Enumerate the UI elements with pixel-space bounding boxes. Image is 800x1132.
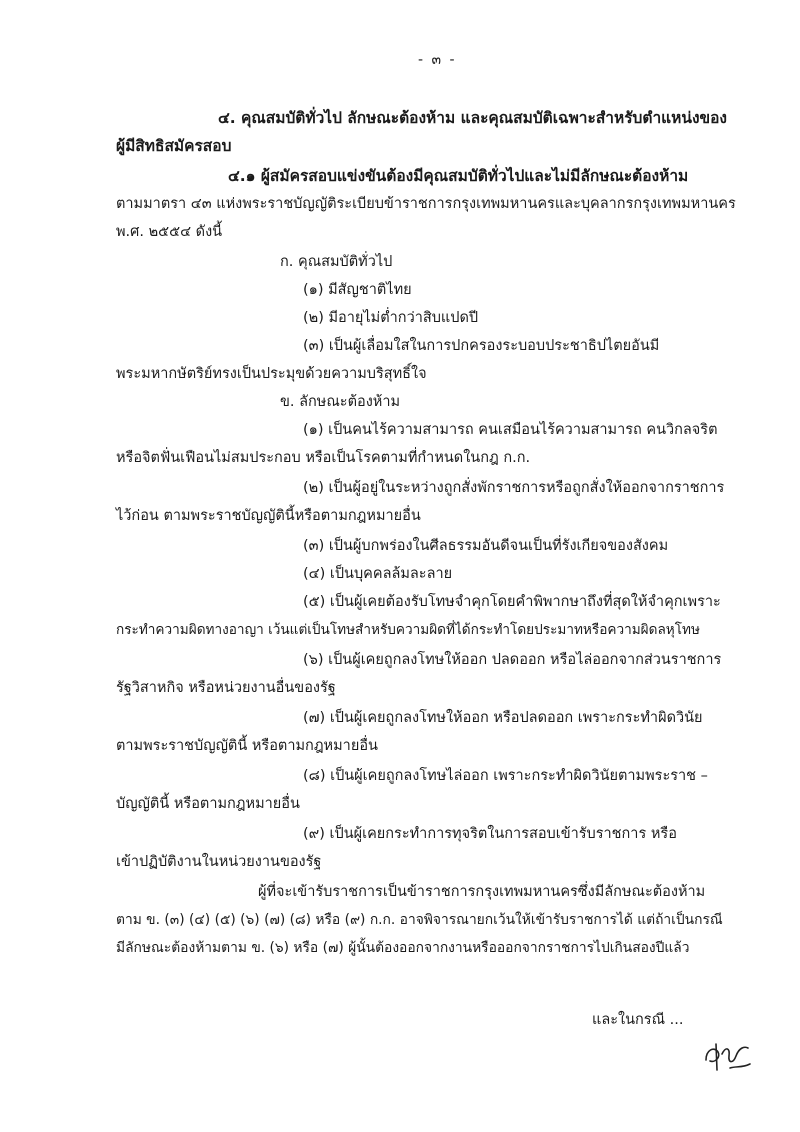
prohibited-title: ข. ลักษณะต้องห้าม: [280, 394, 401, 410]
page-number: - ๓ -: [418, 52, 457, 68]
prohibited-item-8-line2: บัญญัตินี้ หรือตามกฎหมายอื่น: [116, 796, 300, 812]
prohibited-item-7-line1: (๗) เป็นผู้เคยถูกลงโทษให้ออก หรือปลดออก เพราะกระทำผิดวินัย: [303, 710, 703, 726]
prohibited-item-6-line1: (๖) เป็นผู้เคยถูกลงโทษให้ออก ปลดออก หรือไล่ออกจากส่วนราชการ: [303, 652, 722, 668]
general-qualifications-title: ก. คุณสมบัติทั่วไป: [280, 254, 393, 270]
prohibited-item-9-line2: เข้าปฏิบัติงานในหน่วยงานของรัฐ: [116, 854, 322, 870]
intro-line1: ตามมาตรา ๔๓ แห่งพระราชบัญญัติระเบียบข้าราชการกรุงเทพมหานครและบุคลากรกรุงเทพมหานคร: [116, 196, 736, 212]
prohibited-item-9-line1: (๙) เป็นผู้เคยกระทำการทุจริตในการสอบเข้ารับราชการ หรือ: [303, 826, 677, 842]
continuation-text: และในกรณี ...: [592, 1012, 684, 1028]
prohibited-item-4: (๔) เป็นบุคคลล้มละลาย: [303, 566, 453, 582]
subsection-heading: ๔.๑ ผู้สมัครสอบแข่งขันต้องมีคุณสมบัติทั่วไปและไม่มีลักษณะต้องห้าม: [228, 167, 689, 185]
closing-line3: มีลักษณะต้องห้ามตาม ข. (๖) หรือ (๗) ผู้นั้นต้องออกจากงานหรือออกจากราชการไปเกินสองปีแล้ว: [116, 940, 690, 956]
section-heading-line2: ผู้มีสิทธิสมัครสอบ: [116, 137, 232, 155]
prohibited-item-2-line1: (๒) เป็นผู้อยู่ในระหว่างถูกสั่งพักราชการหรือถูกสั่งให้ออกจากราชการ: [303, 480, 725, 496]
general-item-3-line1: (๓) เป็นผู้เลื่อมใสในการปกครองระบอบประชาธิปไตยอันมี: [303, 338, 660, 354]
prohibited-item-3: (๓) เป็นผู้บกพร่องในศีลธรรมอันดีจนเป็นที่รังเกียจของสังคม: [303, 538, 669, 554]
section-heading-line1: ๔. คุณสมบัติทั่วไป ลักษณะต้องห้าม และคุณสมบัติเฉพาะสำหรับตำแหน่งของ: [218, 109, 727, 127]
intro-line2: พ.ศ. ๒๕๕๔ ดังนี้: [116, 224, 223, 240]
prohibited-item-5-line1: (๕) เป็นผู้เคยต้องรับโทษจำคุกโดยคำพิพากษาถึงที่สุดให้จำคุกเพราะ: [303, 594, 721, 610]
prohibited-item-2-line2: ไว้ก่อน ตามพระราชบัญญัตินี้หรือตามกฎหมายอื่น: [116, 508, 421, 524]
prohibited-item-7-line2: ตามพระราชบัญญัตินี้ หรือตามกฎหมายอื่น: [116, 738, 378, 754]
prohibited-item-1-line2: หรือจิตฟั่นเฟือนไม่สมประกอบ หรือเป็นโรคตามที่กำหนดในกฎ ก.ก.: [116, 450, 531, 466]
handwritten-initials-signature: [700, 1030, 756, 1076]
general-item-2: (๒) มีอายุไม่ต่ำกว่าสิบแปดปี: [303, 310, 479, 326]
closing-line2: ตาม ข. (๓) (๔) (๕) (๖) (๗) (๘) หรือ (๙) ก.ก. อาจพิจารณายกเว้นให้เข้ารับราชการได้ แต่ถ้าเป็นกรณี: [116, 912, 723, 928]
prohibited-item-5-line2: กระทำความผิดทางอาญา เว้นแต่เป็นโทษสำหรับความผิดที่ได้กระทำโดยประมาทหรือความผิดลหุโทษ: [116, 622, 700, 638]
prohibited-item-6-line2: รัฐวิสาหกิจ หรือหน่วยงานอื่นของรัฐ: [116, 680, 336, 696]
prohibited-item-8-line1: (๘) เป็นผู้เคยถูกลงโทษไล่ออก เพราะกระทำผิดวินัยตามพระราช –: [303, 768, 708, 784]
general-item-3-line2: พระมหากษัตริย์ทรงเป็นประมุขด้วยความบริสุทธิ์ใจ: [116, 366, 427, 382]
general-item-1: (๑) มีสัญชาติไทย: [303, 282, 412, 298]
prohibited-item-1-line1: (๑) เป็นคนไร้ความสามารถ คนเสมือนไร้ความสามารถ คนวิกลจริต: [303, 422, 718, 438]
closing-line1: ผู้ที่จะเข้ารับราชการเป็นข้าราชการกรุงเทพมหานครซึ่งมีลักษณะต้องห้าม: [258, 884, 706, 900]
